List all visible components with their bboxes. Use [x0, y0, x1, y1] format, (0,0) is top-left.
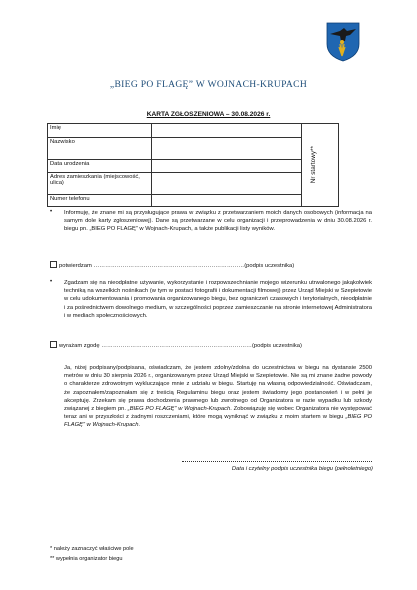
- label-birth-date: Data urodzenia: [48, 160, 152, 173]
- image-consent-paragraph: Zgadzam się na nieodpłatne używanie, wykorzystanie i rozpowszechnianie mojego wizerunku utrwalonego jakąkolwiek techniką na wszelkich nośnikach (w tym w postaci fotografii i dokumentacji filmowej) przez Urząd Miejski w Szepietowie w celu udokumentowania i promowania organizowanego biegu, bez ograniczeń czasowych i terytorialnych, nieodpłatnie i za pośrednictwem dowolnego medium, w szczególności poprzez zamieszczanie na stronie internetowej Administratora i w mediach społecznościowych.: [64, 280, 372, 319]
- field-first-name[interactable]: [152, 124, 302, 138]
- footnote-single-star: * należy zaznaczyć właściwe pole: [50, 546, 134, 552]
- bullet-icon: •: [50, 209, 53, 215]
- registration-table: [47, 123, 339, 207]
- confirm-signature-caption: (podpis uczestnika): [244, 263, 295, 269]
- consent-checkbox-row: [50, 341, 302, 349]
- field-phone[interactable]: [152, 195, 302, 207]
- document-title: „BIEG PO FLAGĘ” W WOJNACH-KRUPACH: [109, 79, 308, 90]
- bullet-icon: •: [50, 279, 53, 285]
- label-last-name: Nazwisko: [48, 138, 152, 160]
- crest-icon: [326, 22, 360, 62]
- confirm-checkbox-row: [50, 261, 294, 269]
- consent-label: wyrażam zgodę: [59, 343, 100, 349]
- consent-signature-line[interactable]: ……………………………………………………………………: [101, 343, 252, 349]
- field-birth-date[interactable]: [152, 160, 302, 173]
- gdpr-paragraph: Informuję, że znane mi są przysługujące prawa w związku z przetwarzaniem moich danych osobowych (informacja na samym dole karty zgłoszeniowej). Dane są przetwarzane w celu organizacji i przeprowadzenia w dniu 30.08.2026 r. biegu pn. „BIEG PO FLAGĘ” w Wojnach-Krupach, a także publikacji listy wyników.: [64, 210, 372, 233]
- form-subtitle: KARTA ZGŁOSZENIOWA – 30.08.2026 r.: [146, 111, 271, 118]
- health-declaration: Ja, niżej podpisany/podpisana, oświadczam, że jestem zdolny/zdolna do uczestnictwa w biegu na dystansie 2500 metrów w dniu 30 sierpnia 2026 r., organizowanym przez Urząd Miejski w Szepietowie. Nie są mi znane żadne powody o charakterze zdrowotnym wykluczające mnie z udziału w biegu. Startuję na własną odpowiedzialność. Oświadczam, że zapoznałem/zapoznałam się z treścią Regulaminu biegu oraz jestem świadomy jego postanowień i w pełni je akceptuję. Zrzekam się prawa dochodzenia prawnego lub zwrotnego od Organizatora w razie wypadku lub szkody związanej z biegiem pn. „BIEG PO FLAGĘ” w Wojnach-Krupach. Zobowiązuję się wobec Organizatora nie występować teraz ani w przyszłości z żadnymi roszczeniami, które mogą wyniknąć w związku z moim startem w biegu „BIEG PO FLAGĘ” w Wojnach-Krupach.: [64, 365, 372, 429]
- footnote-double-star: ** wypełnia organizator biegu: [50, 556, 123, 562]
- confirm-checkbox[interactable]: [50, 261, 57, 268]
- label-address: Adres zamieszkania (miejscowość, ulica): [48, 173, 152, 195]
- field-address[interactable]: [152, 173, 302, 195]
- confirm-signature-line[interactable]: ……………………………………………………………………: [93, 263, 245, 269]
- label-phone: Numer telefonu: [48, 195, 152, 207]
- participant-signature-caption: Data i czytelny podpis uczestnika biegu (pełnoletniego): [231, 466, 373, 472]
- label-first-name: Imię: [48, 124, 152, 138]
- consent-checkbox[interactable]: [50, 341, 57, 348]
- start-number-label: Nr startowy**: [310, 146, 317, 184]
- field-last-name[interactable]: [152, 138, 302, 160]
- consent-signature-caption: (podpis uczestnika): [251, 343, 302, 349]
- confirm-label: potwierdzam: [59, 263, 92, 269]
- participant-signature-line[interactable]: [182, 461, 372, 462]
- start-number-field[interactable]: [302, 124, 339, 207]
